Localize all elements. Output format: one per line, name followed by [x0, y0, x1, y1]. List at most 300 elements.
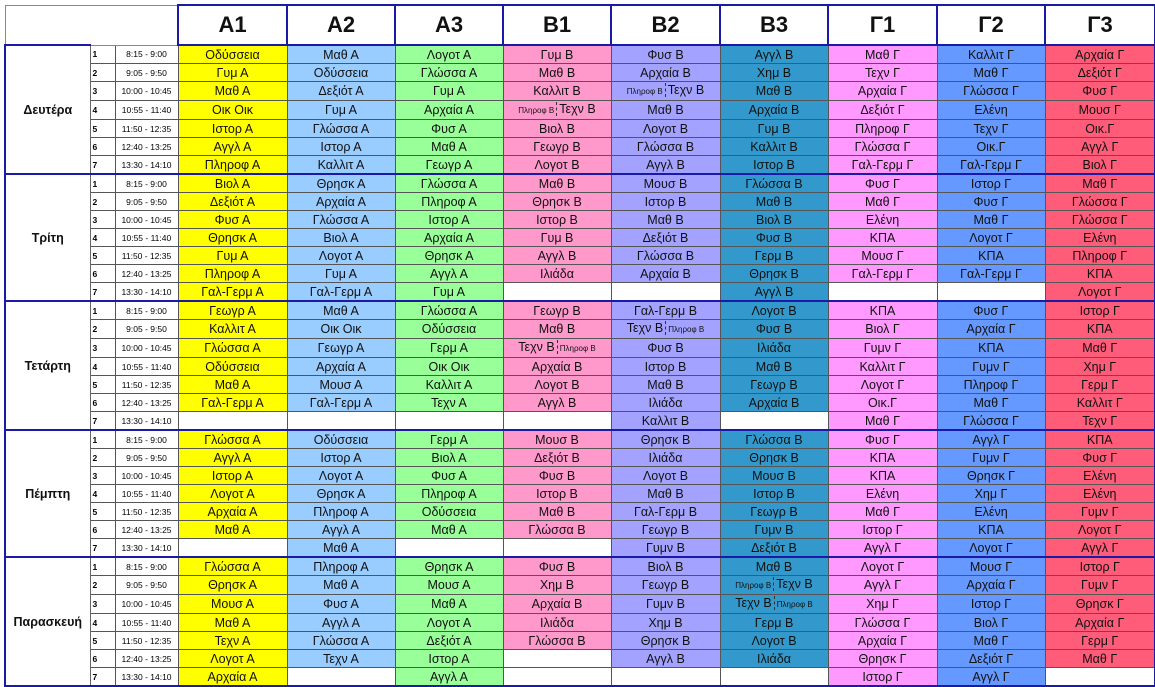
lesson-cell: Καλλιτ Α — [395, 376, 503, 394]
lesson-cell: Αρχαία Γ — [828, 632, 937, 650]
period-number: 3 — [90, 211, 115, 229]
lesson-cell: Μαθ Β — [611, 211, 720, 229]
lesson-cell: Οδύσσεια — [395, 503, 503, 521]
lesson-cell: Θρησκ Γ — [937, 467, 1045, 485]
period-time: 13:30 - 14:10 — [115, 539, 178, 558]
lesson-cell: Χημ Β — [503, 576, 611, 595]
lesson-cell: Γλώσσα Γ — [828, 614, 937, 632]
period-row — [5, 503, 1155, 521]
day-label: Τρίτη — [5, 174, 90, 301]
lesson-cell: Τεχν Α — [287, 650, 395, 668]
period-row — [5, 668, 1155, 687]
period-row — [5, 358, 1155, 376]
period-time: 13:30 - 14:10 — [115, 156, 178, 175]
lesson-cell: Ιστορ Β — [611, 193, 720, 211]
lesson-cell: Μαθ Γ — [828, 503, 937, 521]
period-row — [5, 449, 1155, 467]
lesson-cell: Λογοτ Γ — [828, 376, 937, 394]
lesson-cell: Βιολ Α — [178, 174, 287, 193]
lesson-cell: Γλώσσα Α — [178, 339, 287, 358]
period-number: 7 — [90, 539, 115, 558]
lesson-cell: Φυσ Β — [503, 467, 611, 485]
lesson-cell: Δεξιότ Α — [395, 632, 503, 650]
lesson-cell: Χημ Β — [720, 64, 828, 82]
period-number: 5 — [90, 120, 115, 138]
period-row — [5, 211, 1155, 229]
day-label: Πέμπτη — [5, 430, 90, 557]
lesson-cell: Μαθ Α — [395, 595, 503, 614]
lesson-cell: Αγγλ Γ — [1045, 138, 1155, 156]
lesson-cell: Γυμν Γ — [828, 339, 937, 358]
lesson-cell: Γλώσσα Β — [503, 632, 611, 650]
schedule-table — [4, 4, 1155, 687]
period-time: 10:00 - 10:45 — [115, 211, 178, 229]
lesson-cell: Οδύσσεια — [178, 45, 287, 64]
lesson-cell — [720, 412, 828, 431]
lesson-cell: Μαθ Β — [720, 193, 828, 211]
period-row — [5, 485, 1155, 503]
lesson-cell: Φυσ Γ — [828, 174, 937, 193]
lesson-cell: Δεξιότ Γ — [828, 101, 937, 120]
period-time: 8:15 - 9:00 — [115, 301, 178, 320]
lesson-cell: Βιολ Γ — [1045, 156, 1155, 175]
lesson-cell: Γλώσσα Β — [503, 521, 611, 539]
lesson-split-part: Τεχν Β — [518, 340, 555, 354]
lesson-cell: Ιστορ Γ — [1045, 301, 1155, 320]
period-time: 11:50 - 12:35 — [115, 503, 178, 521]
period-number: 2 — [90, 193, 115, 211]
lesson-cell: Μουσ Α — [178, 595, 287, 614]
lesson-cell: Μαθ Β — [720, 358, 828, 376]
lesson-cell: Λογοτ Α — [287, 247, 395, 265]
lesson-cell: Ιστορ Β — [503, 211, 611, 229]
lesson-cell: Γλώσσα Β — [720, 174, 828, 193]
period-time: 12:40 - 13:25 — [115, 138, 178, 156]
split-divider — [665, 83, 666, 97]
period-time: 10:00 - 10:45 — [115, 595, 178, 614]
lesson-cell: Μουσ Β — [611, 174, 720, 193]
lesson-cell: Τεχν Γ — [828, 64, 937, 82]
lesson-cell: Μουσ Γ — [1045, 101, 1155, 120]
lesson-cell: Αγγλ Γ — [828, 539, 937, 558]
class-header: Β2 — [611, 5, 720, 45]
lesson-cell: Φυσ Γ — [937, 193, 1045, 211]
lesson-cell: Αγγλ Γ — [828, 576, 937, 595]
lesson-cell: Γλώσσα Α — [178, 557, 287, 576]
lesson-cell: Ιστορ Β — [503, 485, 611, 503]
period-row — [5, 247, 1155, 265]
day-label: Δευτέρα — [5, 45, 90, 174]
lesson-split-part: Πληροφ Β — [776, 600, 813, 609]
lesson-cell: Φυσ Α — [395, 120, 503, 138]
period-row — [5, 557, 1155, 576]
lesson-cell: Λογοτ Γ — [828, 557, 937, 576]
lesson-cell: Καλλιτ Α — [178, 320, 287, 339]
lesson-cell: Αγγλ Β — [611, 156, 720, 175]
lesson-cell: Γεωγρ Α — [178, 301, 287, 320]
lesson-cell: Λογοτ Γ — [1045, 283, 1155, 302]
lesson-cell: Μαθ Β — [503, 174, 611, 193]
lesson-cell: Γυμν Γ — [937, 358, 1045, 376]
lesson-cell: Θρησκ Α — [395, 557, 503, 576]
lesson-cell: Γλώσσα Α — [395, 174, 503, 193]
lesson-cell: Αρχαία Β — [503, 358, 611, 376]
schedule-body — [5, 45, 1155, 686]
lesson-cell: Καλλιτ Γ — [828, 358, 937, 376]
lesson-cell: Γαλ-Γερμ Γ — [937, 265, 1045, 283]
lesson-cell: ΚΠΑ — [828, 467, 937, 485]
lesson-cell: Αρχαία Α — [395, 101, 503, 120]
lesson-cell: Μαθ Α — [178, 521, 287, 539]
lesson-split-part: Πληροφ Β — [735, 581, 772, 590]
lesson-cell: Μαθ Α — [287, 576, 395, 595]
lesson-cell: Οικ.Γ — [1045, 120, 1155, 138]
period-row — [5, 576, 1155, 595]
lesson-cell: Λογοτ Β — [611, 467, 720, 485]
period-number: 4 — [90, 101, 115, 120]
lesson-cell: Τεχν Γ — [1045, 412, 1155, 431]
lesson-cell: Γαλ-Γερμ Α — [178, 394, 287, 412]
lesson-cell: Καλλιτ Α — [287, 156, 395, 175]
lesson-cell: Μαθ Γ — [937, 394, 1045, 412]
lesson-cell: Μουσ Α — [395, 576, 503, 595]
lesson-cell: Γεωγρ Α — [395, 156, 503, 175]
period-time: 10:55 - 11:40 — [115, 614, 178, 632]
split-divider — [773, 577, 774, 591]
period-number: 6 — [90, 138, 115, 156]
lesson-cell: Φυσ Β — [611, 339, 720, 358]
lesson-cell: ΚΠΑ — [1045, 320, 1155, 339]
lesson-cell: Λογοτ Γ — [937, 229, 1045, 247]
lesson-cell: Χημ Γ — [937, 485, 1045, 503]
period-time: 11:50 - 12:35 — [115, 120, 178, 138]
lesson-cell — [395, 539, 503, 558]
lesson-cell: Γεωγρ Β — [611, 521, 720, 539]
period-row — [5, 339, 1155, 358]
lesson-cell — [503, 668, 611, 687]
period-number: 5 — [90, 632, 115, 650]
lesson-cell: Αρχαία Α — [287, 193, 395, 211]
period-number: 2 — [90, 320, 115, 339]
lesson-cell: Φυσ Γ — [1045, 449, 1155, 467]
lesson-cell: Μαθ Β — [503, 64, 611, 82]
lesson-cell: Αγγλ Β — [503, 247, 611, 265]
lesson-cell: Μουσ Β — [503, 430, 611, 449]
lesson-cell: Γλώσσα Α — [395, 64, 503, 82]
lesson-cell: Ιστορ Α — [178, 120, 287, 138]
lesson-cell: Λογοτ Γ — [1045, 521, 1155, 539]
lesson-cell — [937, 283, 1045, 302]
lesson-split-part: Τεχν Β — [667, 83, 705, 97]
lesson-cell: ΚΠΑ — [1045, 430, 1155, 449]
lesson-cell: Μουσ Β — [720, 467, 828, 485]
header-row — [5, 5, 1155, 45]
lesson-cell: Οικ.Γ — [937, 138, 1045, 156]
lesson-cell: Λογοτ Α — [178, 650, 287, 668]
lesson-cell: Αγγλ Α — [287, 521, 395, 539]
lesson-cell: Γεωγρ Β — [503, 301, 611, 320]
lesson-split-part: Τεχν Β — [735, 596, 772, 610]
period-number: 4 — [90, 358, 115, 376]
lesson-cell: Μουσ Γ — [937, 557, 1045, 576]
lesson-cell: Αγγλ Β — [611, 650, 720, 668]
lesson-cell: Αγγλ Β — [503, 394, 611, 412]
lesson-cell: Λογοτ Α — [287, 467, 395, 485]
lesson-cell: Ιλιάδα — [503, 265, 611, 283]
lesson-cell: Ελένη — [828, 485, 937, 503]
lesson-cell: Μαθ Α — [287, 45, 395, 64]
lesson-cell: Μαθ Α — [178, 614, 287, 632]
lesson-cell: Τεχν Α — [178, 632, 287, 650]
class-header: Α2 — [287, 5, 395, 45]
period-time: 10:00 - 10:45 — [115, 82, 178, 101]
lesson-cell: Αγγλ Γ — [1045, 539, 1155, 558]
period-time: 10:55 - 11:40 — [115, 485, 178, 503]
lesson-cell: Μαθ Β — [720, 82, 828, 101]
lesson-cell: Οικ Οικ — [395, 358, 503, 376]
lesson-cell: Πληροφ Α — [287, 503, 395, 521]
lesson-cell: Χημ Γ — [828, 595, 937, 614]
lesson-cell: Μουσ Γ — [828, 247, 937, 265]
lesson-cell: Γεωγρ Β — [503, 138, 611, 156]
period-time: 12:40 - 13:25 — [115, 394, 178, 412]
lesson-cell: Γεωγρ Β — [720, 503, 828, 521]
period-row — [5, 301, 1155, 320]
class-header: Α3 — [395, 5, 503, 45]
lesson-cell: Γλώσσα Α — [287, 632, 395, 650]
lesson-cell — [720, 595, 828, 614]
lesson-cell: Λογοτ Β — [611, 120, 720, 138]
lesson-split-part: Πληροφ Β — [668, 325, 705, 334]
period-number: 5 — [90, 376, 115, 394]
lesson-cell: Φυσ Β — [720, 320, 828, 339]
lesson-cell — [503, 101, 611, 120]
period-row — [5, 283, 1155, 302]
lesson-cell: Γλώσσα Γ — [937, 412, 1045, 431]
lesson-split-part: Τεχν Β — [626, 321, 664, 335]
lesson-cell: Πληροφ Γ — [828, 120, 937, 138]
lesson-cell: Γυμν Γ — [1045, 503, 1155, 521]
lesson-cell: Θρησκ Α — [178, 576, 287, 595]
lesson-cell — [178, 539, 287, 558]
lesson-cell: Λογοτ Α — [395, 45, 503, 64]
lesson-cell: Μαθ Γ — [937, 64, 1045, 82]
lesson-cell: Φυσ Γ — [828, 430, 937, 449]
lesson-cell: Μουσ Α — [287, 376, 395, 394]
period-time: 8:15 - 9:00 — [115, 174, 178, 193]
lesson-split-part: Πληροφ Β — [559, 344, 596, 353]
lesson-cell — [720, 576, 828, 595]
period-time: 11:50 - 12:35 — [115, 632, 178, 650]
period-number: 1 — [90, 174, 115, 193]
lesson-cell: Μαθ Α — [287, 301, 395, 320]
lesson-cell: Δεξιότ Β — [503, 449, 611, 467]
lesson-cell: Αρχαία Γ — [1045, 45, 1155, 64]
lesson-cell: Ιλιάδα — [611, 394, 720, 412]
lesson-cell: Βιολ Β — [720, 211, 828, 229]
lesson-cell: Αρχαία Α — [287, 358, 395, 376]
lesson-cell: ΚΠΑ — [937, 247, 1045, 265]
period-time: 8:15 - 9:00 — [115, 557, 178, 576]
lesson-cell: Πληροφ Α — [178, 156, 287, 175]
period-number: 1 — [90, 45, 115, 64]
lesson-cell: Ιστορ Γ — [828, 668, 937, 687]
split-divider — [557, 340, 558, 354]
lesson-cell: Ελένη — [937, 101, 1045, 120]
lesson-cell: Ιστορ Γ — [937, 595, 1045, 614]
period-row — [5, 650, 1155, 668]
lesson-cell: Γυμ Α — [287, 101, 395, 120]
lesson-cell: Αρχαία Α — [395, 229, 503, 247]
lesson-cell: Γυμ Β — [503, 229, 611, 247]
period-number: 6 — [90, 650, 115, 668]
class-header: Β3 — [720, 5, 828, 45]
lesson-cell — [611, 82, 720, 101]
lesson-cell: Πληροφ Α — [287, 557, 395, 576]
lesson-cell: Γλώσσα Γ — [828, 138, 937, 156]
lesson-cell: Λογοτ Β — [720, 301, 828, 320]
lesson-cell: Γερμ Α — [395, 430, 503, 449]
lesson-cell: Γαλ-Γερμ Β — [611, 503, 720, 521]
period-number: 7 — [90, 412, 115, 431]
class-header: Β1 — [503, 5, 611, 45]
lesson-cell: Λογοτ Β — [503, 376, 611, 394]
lesson-cell: Θρησκ Β — [503, 193, 611, 211]
period-time: 13:30 - 14:10 — [115, 668, 178, 687]
lesson-cell — [720, 668, 828, 687]
lesson-cell: Ιλιάδα — [503, 614, 611, 632]
lesson-cell: Ιστορ Β — [720, 485, 828, 503]
lesson-cell: Ιλιάδα — [720, 339, 828, 358]
period-row — [5, 614, 1155, 632]
lesson-cell: ΚΠΑ — [937, 521, 1045, 539]
lesson-split-part: Τεχν Β — [559, 102, 596, 116]
lesson-cell: Πληροφ Γ — [1045, 247, 1155, 265]
lesson-cell: Γερμ Β — [720, 614, 828, 632]
lesson-cell: Θρησκ Α — [287, 485, 395, 503]
period-row — [5, 120, 1155, 138]
period-row — [5, 193, 1155, 211]
lesson-cell: Γυμ Α — [395, 82, 503, 101]
period-time: 13:30 - 14:10 — [115, 283, 178, 302]
lesson-cell: Ιστορ Α — [395, 650, 503, 668]
lesson-cell: Μαθ Α — [287, 539, 395, 558]
class-header: Γ3 — [1045, 5, 1155, 45]
period-row — [5, 320, 1155, 339]
lesson-cell: Γερμ Β — [720, 247, 828, 265]
lesson-cell: Αρχαία Α — [178, 503, 287, 521]
lesson-cell: Ιστορ Β — [720, 156, 828, 175]
period-time: 12:40 - 13:25 — [115, 521, 178, 539]
lesson-cell: Λογοτ Β — [503, 156, 611, 175]
lesson-cell: Λογοτ Α — [178, 485, 287, 503]
period-number: 2 — [90, 576, 115, 595]
period-time: 10:55 - 11:40 — [115, 358, 178, 376]
lesson-cell: Μαθ Α — [395, 521, 503, 539]
period-row — [5, 430, 1155, 449]
lesson-cell — [503, 412, 611, 431]
period-number: 4 — [90, 485, 115, 503]
lesson-cell: Γλώσσα Α — [395, 301, 503, 320]
period-time: 9:05 - 9:50 — [115, 449, 178, 467]
lesson-cell: Καλλιτ Β — [720, 138, 828, 156]
period-time: 10:55 - 11:40 — [115, 229, 178, 247]
lesson-cell — [611, 320, 720, 339]
lesson-cell: Γαλ-Γερμ Γ — [937, 156, 1045, 175]
lesson-cell: Καλλιτ Β — [611, 412, 720, 431]
lesson-cell: Μαθ Β — [611, 101, 720, 120]
lesson-cell: Πληροφ Γ — [937, 376, 1045, 394]
lesson-cell: Οικ Οικ — [178, 101, 287, 120]
lesson-cell: Αρχαία Β — [720, 101, 828, 120]
lesson-cell: Δεξιότ Β — [720, 539, 828, 558]
lesson-cell: Αγγλ Α — [178, 449, 287, 467]
lesson-cell: Μαθ Γ — [1045, 174, 1155, 193]
lesson-cell: Καλλιτ Γ — [937, 45, 1045, 64]
lesson-cell — [828, 283, 937, 302]
lesson-split-part: Πληροφ Β — [518, 106, 555, 115]
lesson-cell: Φυσ Γ — [937, 301, 1045, 320]
lesson-cell — [611, 668, 720, 687]
lesson-cell: Μαθ Γ — [828, 45, 937, 64]
lesson-cell: Βιολ Γ — [937, 614, 1045, 632]
lesson-cell: Γλώσσα Β — [611, 138, 720, 156]
lesson-cell: Βιολ Β — [503, 120, 611, 138]
lesson-cell: Μαθ Α — [178, 376, 287, 394]
lesson-cell: Αγγλ Β — [720, 283, 828, 302]
period-time: 9:05 - 9:50 — [115, 64, 178, 82]
lesson-cell: Λογοτ Γ — [937, 539, 1045, 558]
period-number: 4 — [90, 229, 115, 247]
lesson-cell: ΚΠΑ — [828, 301, 937, 320]
lesson-cell: Γαλ-Γερμ Γ — [828, 156, 937, 175]
period-time: 13:30 - 14:10 — [115, 412, 178, 431]
lesson-cell: Γυμ Β — [720, 120, 828, 138]
period-number: 3 — [90, 339, 115, 358]
lesson-cell: Καλλιτ Γ — [1045, 394, 1155, 412]
lesson-cell: Αρχαία Γ — [937, 320, 1045, 339]
lesson-cell: Γλώσσα Α — [287, 211, 395, 229]
lesson-cell: Οικ Οικ — [287, 320, 395, 339]
lesson-cell — [503, 539, 611, 558]
lesson-cell: Γαλ-Γερμ Α — [178, 283, 287, 302]
lesson-cell: Θρησκ Α — [287, 174, 395, 193]
lesson-cell: Γλώσσα Α — [178, 430, 287, 449]
lesson-cell: Τεχν Α — [395, 394, 503, 412]
period-time: 11:50 - 12:35 — [115, 376, 178, 394]
period-time: 9:05 - 9:50 — [115, 320, 178, 339]
period-number: 2 — [90, 449, 115, 467]
period-row — [5, 101, 1155, 120]
lesson-cell: ΚΠΑ — [828, 229, 937, 247]
lesson-cell — [287, 668, 395, 687]
lesson-cell: Λογοτ Β — [720, 632, 828, 650]
split-divider — [665, 321, 666, 335]
lesson-cell: Γυμ Α — [395, 283, 503, 302]
period-row — [5, 156, 1155, 175]
lesson-cell: Γλώσσα Α — [287, 120, 395, 138]
lesson-cell: Φυσ Β — [611, 45, 720, 64]
lesson-cell — [395, 412, 503, 431]
lesson-cell: Οδύσσεια — [178, 358, 287, 376]
lesson-split-part: Τεχν Β — [776, 577, 813, 591]
lesson-cell: Μαθ Β — [611, 485, 720, 503]
period-row — [5, 265, 1155, 283]
lesson-cell: Γαλ-Γερμ Α — [287, 394, 395, 412]
lesson-cell: Δεξιότ Β — [611, 229, 720, 247]
lesson-cell: Θρησκ Β — [720, 265, 828, 283]
lesson-cell: Ιλιάδα — [720, 650, 828, 668]
